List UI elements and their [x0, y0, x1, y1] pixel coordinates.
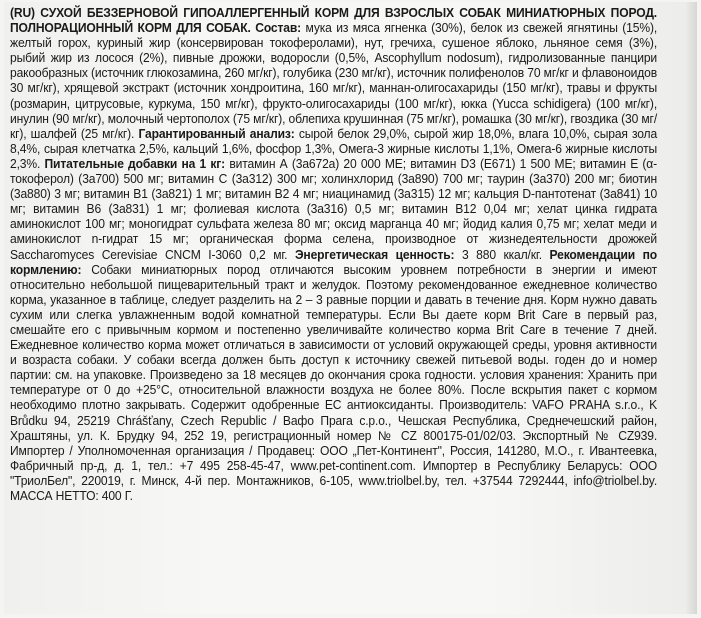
- additives-heading: Питательные добавки на 1 кг:: [44, 156, 230, 171]
- energy-heading: Энергетическая ценность:: [294, 247, 463, 262]
- product-title: (RU) СУХОЙ БЕЗЗЕРНОВОЙ ГИПОАЛЛЕРГЕННЫЙ КОРМ ДЛЯ ВЗРОСЛЫХ СОБАК МИНИАТЮРНЫХ ПОРОД. ПОЛНОРАЦИОННЫЙ КОРМ ДЛЯ СОБАК. Состав:: [10, 6, 658, 36]
- additives-text: витамин А (3a672a) 20 000 МЕ; витамин D3 (E671) 1 500 МЕ; витамин Е (α-токоферол) (3a700) 500 мг; витамин С (3a312) 300 мг; холинхлорид (3a890) 700 мг; таурин (3a370) 200 мг; биотин (3a880) 3 мг; витамин В1 (3a821) 1 мг; витамин В2 4 мг; ниацинамид (3a315) 12 мг; кальция D-пантотенат (3a841) 10 мг; витамин В6 (3a831) 1 мг; фолиевая кислота (3a316) 0,5 мг; витамин В12 0,04 мг; хелат цинка гидрата аминокислот 100 мг; моногидрат сульфата железа 80 мг; оксид марганца 40 мг; йодид калия 0,75 мг; хелат меди и аминокислот n-гидрат 15 мг; органическая форма селена, производное от жизнедеятельности дрожжей Saccharomyces Cerevisiae CNCM I-3060 0,2 мг.: [10, 156, 658, 262]
- feeding-text: Собаки миниатюрных пород отличаются высоким уровнем потребности в энергии и имеют относительно небольшой пищеварительный тракт и желудок. Поэтому рекомендованное ежедневное количество корма, указанное в таблице, следует разделить на 2 – 3 равные порции и давать в течение дня. Корм нужно давать сухим или слегка увлажненным водой комнатной температуры. Если Вы даете корм Brit Care в первый раз, смешайте его с привычным кормом и постепенно увеличивайте количество корма Brit Care в течение 7 дней. Ежедневное количество корма может отличаться в зависимости от условий окружающей среды, уровня активности и возраста собаки. У собаки всегда должен быть доступ к источнику свежей питьевой воды. годен до и номер партии: см. на упаковке. Произведено за 18 месяцев до окончания срока годности. условия хранения: Хранить при температуре от 0 до +25°С, относительной влажности воздуха не более 80%. После вскрытия пакет с кормом необходимо плотно закрывать. Содержит одобренные ЕС антиоксиданты. Производитель: VAFO PRAHA s.r.o., K Brůdku 94, 25219 Chrášťany, Czech Republic / Вафо Прага с.р.о., Чешская Республика, Среднечешский район, Храштяны, ул. К. Брудку 94, 252 19, регистрационный номер № CZ 800175-01/02/03. Экспортный № CZ939. Импортер / Уполномоченная организация / Продавец: ООО „Пет-Континент", Россия, 141280, М.О., г. Ивантеевка, Фабричный пр-д, д. 1, тел.: +7 495 258-45-47, www.pet-continent.com. Импортер в Республику Беларусь: ООО "ТриолБел", 220019, г. Минск, 4-й пер. Монтажников, 6-105, www.triolbel.by, тел. +37544 7292444, info@triolbel.by. МАССА НЕТТО: 400 Г.: [10, 262, 658, 503]
- label-text: [10, 6, 657, 504]
- composition-text: мука из мяса ягненка (30%), белок из свежей ягнятины (15%), желтый горох, куриный жир (консервирован токоферолами), нут, гречиха, сушеное яблоко, льняное семя (3%), рыбий жир из лосося (2%), пивные дрожжи, водоросли (0,5%, Ascophyllum nodosum), гидролизованные панцири ракообразных (источник глюкозамина, 260 мг/кг), голубика (230 мг/кг), источник полифенолов 70 мг/кг и флавоноидов 30 мг/кг), хрящевой экстракт (источник хондроитина, 160 мг/кг), маннан-олигосахариды (150 мг/кг), травы и фрукты (розмарин, цитрусовые, куркума, 150 мг/кг), фрукто-олигосахариды (100 мг/кг), юкка (Yucca schidigera) (100 мг/кг), инулин (90 мг/кг), молочный чертополох (75 мг/кг), облепиха крушинная (75 мг/кг), ромашка (30 мг/кг), гвоздика (30 мг/кг), шалфей (25 мг/кг).: [10, 21, 658, 141]
- guaranteed-analysis-text: сырой белок 29,0%, сырой жир 18,0%, влага 10,0%, сырая зола 8,4%, сырая клетчатка 2,5%, кальций 1,6%, фосфор 1,3%, Омега-3 жирные кислоты 1,1%, Омега-6 жирные кислоты 2,3%.: [10, 126, 658, 171]
- label-edge-shadow: [685, 2, 697, 614]
- feeding-heading: Рекомендации по кормлению:: [10, 247, 658, 277]
- package-label: [4, 2, 697, 614]
- guaranteed-analysis-heading: Гарантированный анализ:: [138, 126, 299, 141]
- energy-text: 3 880 ккал/кг.: [462, 247, 550, 262]
